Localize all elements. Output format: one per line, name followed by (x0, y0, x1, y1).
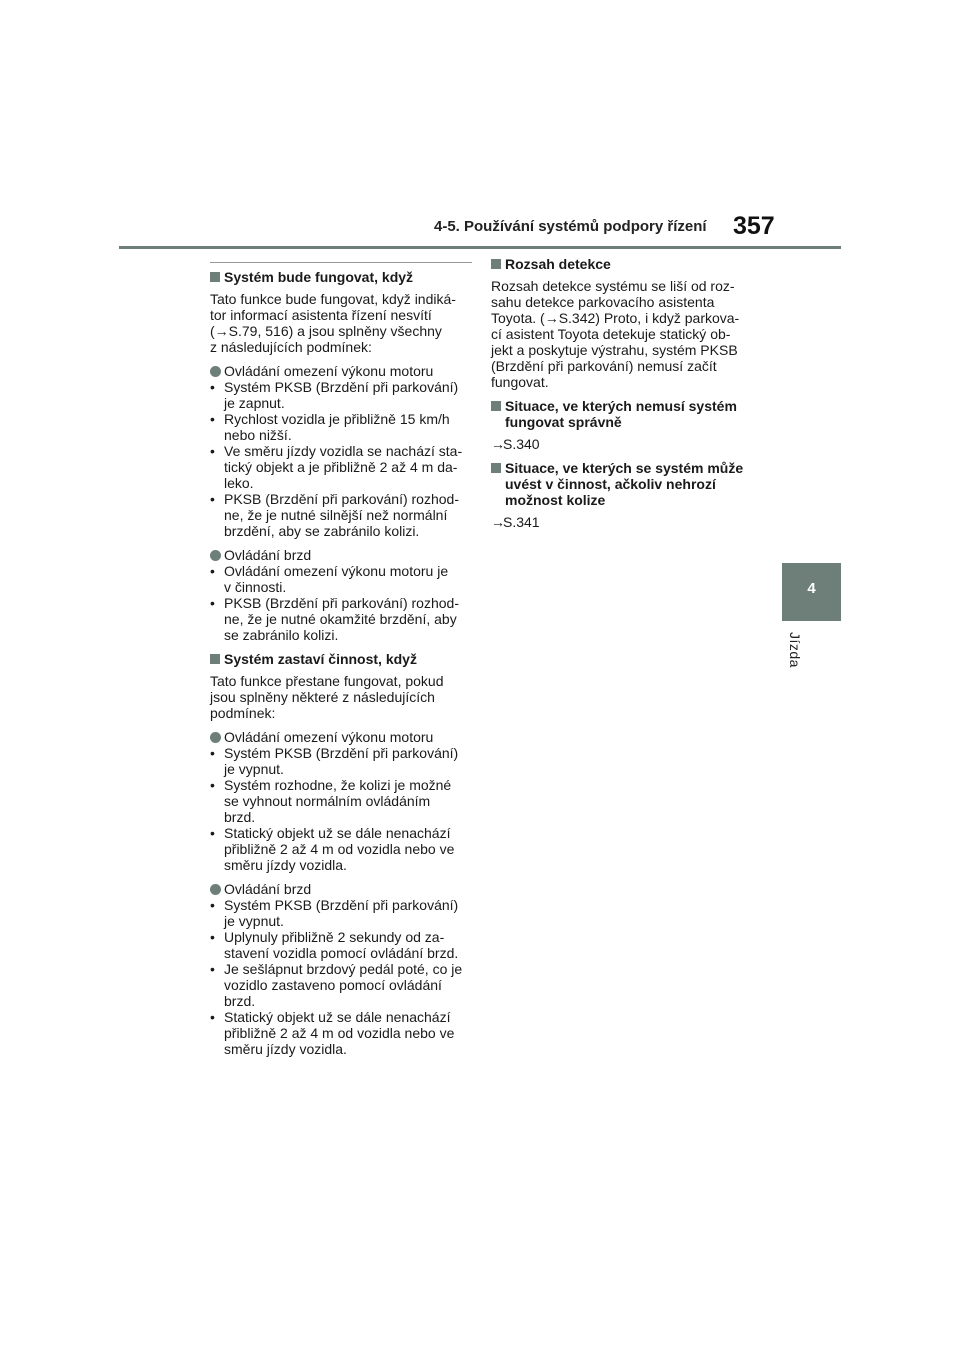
text-line: brzdění, aby se zabránilo kolizi. (224, 523, 420, 539)
bullet-mark: • (210, 825, 215, 841)
text-line: PKSB (Brzdění při parkování) rozhod- (224, 491, 459, 507)
list-item (210, 595, 472, 643)
bullet-mark: • (210, 491, 215, 507)
text-line: podmínek: (210, 705, 276, 721)
condition-title (210, 547, 472, 563)
chapter-label: Jízda (787, 632, 803, 668)
text-line: (Brzdění při parkování) nemusí začít (491, 358, 717, 374)
header-rule (119, 246, 841, 249)
bullet-mark: • (210, 563, 215, 579)
page-reference[interactable] (491, 514, 753, 530)
text-line: jekt a poskytuje výstrahu, systém PKSB (491, 342, 738, 358)
list-item (210, 929, 472, 961)
chapter-number: 4 (807, 580, 816, 597)
intro-paragraph (210, 291, 472, 355)
text-line: z následujících podmínek: (210, 339, 372, 355)
text-line: (→S.79, 516) a jsou splněny všechny (210, 323, 442, 339)
text-line: směru jízdy vozidla. (224, 857, 347, 873)
section-heading (210, 651, 472, 667)
text-line: se zabránilo kolizi. (224, 627, 339, 643)
intro-paragraph (210, 673, 472, 721)
square-bullet-icon (491, 401, 501, 411)
text-line: tický objekt a je přibližně 2 až 4 m da- (224, 459, 458, 475)
list-item (210, 825, 472, 873)
text-line: leko. (224, 475, 254, 491)
text-line: Systém PKSB (Brzdění při parkování) (224, 379, 459, 395)
text-line: Ve směru jízdy vozidla se nachází sta- (224, 443, 463, 459)
condition-block (210, 729, 472, 873)
section-heading-line: Situace, ve kterých nemusí systém (505, 398, 737, 414)
section-heading (491, 398, 753, 430)
bullet-mark: • (210, 379, 215, 395)
list-item (210, 379, 472, 411)
text-line: směru jízdy vozidla. (224, 1041, 347, 1057)
section-heading (491, 256, 753, 272)
circle-bullet-icon (210, 550, 221, 561)
bullet-mark: • (210, 443, 215, 459)
list-item (210, 777, 472, 825)
text-line: Ovládání omezení výkonu motoru je (224, 563, 449, 579)
page-reference-text[interactable]: S.340 (503, 436, 540, 452)
circle-bullet-icon (210, 732, 221, 743)
circle-bullet-icon (210, 884, 221, 895)
text-line: vozidlo zastaveno pomocí ovládání (224, 977, 442, 993)
bullet-mark: • (210, 1009, 215, 1025)
text-line: Rozsah detekce systému se liší od roz- (491, 278, 735, 294)
section-heading-text: Systém zastaví činnost, když (224, 651, 417, 667)
bullet-mark: • (210, 411, 215, 427)
bullet-mark: • (210, 929, 215, 945)
text-line: jsou splněny některé z následujících (210, 689, 435, 705)
text-line: Systém rozhodne, že kolizi je možné (224, 777, 452, 793)
text-line: PKSB (Brzdění při parkování) rozhod- (224, 595, 459, 611)
condition-title-text: Ovládání omezení výkonu motoru (224, 729, 434, 745)
section-heading (491, 460, 753, 508)
section-heading (210, 269, 472, 285)
text-line: Systém PKSB (Brzdění při parkování) (224, 745, 459, 761)
condition-title (210, 729, 472, 745)
text-line: Toyota. (→S.342) Proto, i když parkova- (491, 310, 740, 326)
list-item (210, 1009, 472, 1057)
list-item (210, 491, 472, 539)
section-heading-line: fungovat správně (505, 414, 622, 430)
column-rule (210, 262, 472, 263)
bullet-mark: • (210, 745, 215, 761)
list-item (210, 443, 472, 491)
text-line: je vypnut. (224, 913, 284, 929)
page-reference-text[interactable]: S.341 (503, 514, 540, 530)
text-line: přibližně 2 až 4 m od vozidla nebo ve (224, 1025, 455, 1041)
bullet-mark: • (210, 897, 215, 913)
text-line: Uplynuly přibližně 2 sekundy od za- (224, 929, 445, 945)
page-number: 357 (733, 212, 775, 240)
text-line: Statický objekt už se dále nenachází (224, 1009, 451, 1025)
text-line: brzd. (224, 993, 256, 1009)
text-line: přibližně 2 až 4 m od vozidla nebo ve (224, 841, 455, 857)
text-line: fungovat. (491, 374, 549, 390)
section-heading-line: Situace, ve kterých se systém může (505, 460, 744, 476)
text-line: Systém PKSB (Brzdění při parkování) (224, 897, 459, 913)
text-line: Tato funkce bude fungovat, když indiká- (210, 291, 456, 307)
text-line: tor informací asistenta řízení nesvítí (210, 307, 432, 323)
square-bullet-icon (210, 654, 220, 664)
bullet-mark: • (210, 777, 215, 793)
text-line: Je sešlápnut brzdový pedál poté, co je (224, 961, 463, 977)
detection-range-paragraph (491, 278, 753, 390)
circle-bullet-icon (210, 366, 221, 377)
condition-title (210, 881, 472, 897)
text-line: Tato funkce přestane fungovat, pokud (210, 673, 444, 689)
text-line: sahu detekce parkovacího asistenta (491, 294, 715, 310)
text-line: je zapnut. (224, 395, 285, 411)
condition-block (210, 881, 472, 1057)
page-header (0, 0, 960, 250)
arrow-right-icon: → (491, 514, 505, 530)
list-item (210, 961, 472, 1009)
condition-block (210, 547, 472, 643)
list-item (210, 563, 472, 595)
list-item (210, 411, 472, 443)
left-column (210, 262, 472, 1065)
condition-block (210, 363, 472, 539)
condition-title (210, 363, 472, 379)
text-line: se vyhnout normálním ovládáním (224, 793, 431, 809)
section-heading-text: Rozsah detekce (505, 256, 611, 272)
condition-title-text: Ovládání brzd (224, 881, 312, 897)
bullet-mark: • (210, 961, 215, 977)
square-bullet-icon (210, 272, 220, 282)
text-line: Rychlost vozidla je přibližně 15 km/h (224, 411, 450, 427)
text-line: v činnosti. (224, 579, 287, 595)
section-heading-text: Systém bude fungovat, když (224, 269, 414, 285)
condition-title-text: Ovládání omezení výkonu motoru (224, 363, 434, 379)
text-line: ne, že je nutné okamžité brzdění, aby (224, 611, 457, 627)
arrow-right-icon: → (491, 436, 505, 452)
text-line: cí asistent Toyota detekuje statický ob- (491, 326, 731, 342)
square-bullet-icon (491, 259, 501, 269)
list-item (210, 745, 472, 777)
text-line: Statický objekt už se dále nenachází (224, 825, 451, 841)
section-heading-line: možnost kolize (505, 492, 606, 508)
text-line: je vypnut. (224, 761, 284, 777)
bullet-mark: • (210, 595, 215, 611)
text-line: nebo nižší. (224, 427, 292, 443)
text-line: brzd. (224, 809, 256, 825)
page-reference[interactable] (491, 436, 753, 452)
section-heading-line: uvést v činnost, ačkoliv nehrozí (505, 476, 716, 492)
text-line: ne, že je nutné silnější než normální (224, 507, 448, 523)
text-line: stavení vozidla pomocí ovládání brzd. (224, 945, 459, 961)
section-title: 4-5. Používání systémů podpory řízení (434, 218, 707, 235)
square-bullet-icon (491, 463, 501, 473)
list-item (210, 897, 472, 929)
condition-title-text: Ovládání brzd (224, 547, 312, 563)
right-column (491, 256, 753, 538)
